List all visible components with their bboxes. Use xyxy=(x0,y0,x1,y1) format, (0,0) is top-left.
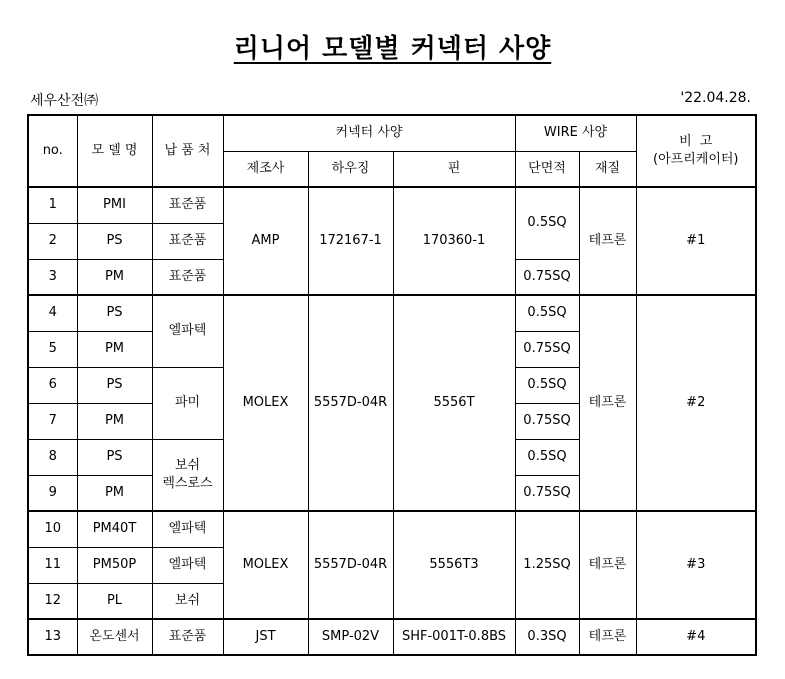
row-model: PM xyxy=(77,331,152,367)
connector-spec-table xyxy=(27,114,757,656)
group1-area-b: 0.75SQ xyxy=(515,259,579,295)
row-model: PM xyxy=(77,259,152,295)
group2-area: 0.75SQ xyxy=(515,331,579,367)
row-no: 8 xyxy=(28,439,77,475)
group2-area: 0.5SQ xyxy=(515,295,579,331)
row-no: 10 xyxy=(28,511,77,547)
group2-pin: 5556T xyxy=(393,295,515,511)
group2-housing: 5557D-04R xyxy=(308,295,393,511)
group1-remark: #1 xyxy=(636,187,756,295)
group1-material: 테프론 xyxy=(579,187,636,295)
row-no: 4 xyxy=(28,295,77,331)
header-pin: 핀 xyxy=(393,151,515,187)
header-maker: 제조사 xyxy=(223,151,308,187)
group1-pin: 170360-1 xyxy=(393,187,515,295)
header-area: 단면적 xyxy=(515,151,579,187)
row-supply: 엘파텍 xyxy=(152,511,223,547)
group2-area: 0.5SQ xyxy=(515,439,579,475)
row-model: PM xyxy=(77,403,152,439)
group4-material: 테프론 xyxy=(579,619,636,655)
row-model: PM40T xyxy=(77,511,152,547)
row-supply: 표준품 xyxy=(152,259,223,295)
header-connector: 커넥터 사양 xyxy=(223,115,515,151)
group2-supply-b: 파미 xyxy=(152,367,223,439)
row-no: 11 xyxy=(28,547,77,583)
group4-pin: SHF-001T-0.8BS xyxy=(393,619,515,655)
row-model: PL xyxy=(77,583,152,619)
group1-housing: 172167-1 xyxy=(308,187,393,295)
group2-material: 테프론 xyxy=(579,295,636,511)
row-model: PM50P xyxy=(77,547,152,583)
group4-housing: SMP-02V xyxy=(308,619,393,655)
row-model: PS xyxy=(77,223,152,259)
title-text: 리니어 모델별 커넥터 사양 xyxy=(233,34,552,64)
row-no: 12 xyxy=(28,583,77,619)
group4-maker: JST xyxy=(223,619,308,655)
header-material: 재질 xyxy=(579,151,636,187)
row-no: 5 xyxy=(28,331,77,367)
header-remark-sub: (아프리케이터) xyxy=(653,152,739,167)
group2-supply-a: 엘파텍 xyxy=(152,295,223,367)
header-supply: 납 품 처 xyxy=(152,115,223,187)
group1-area-a: 0.5SQ xyxy=(515,187,579,259)
row-supply: 표준품 xyxy=(152,619,223,655)
header-remark-label: 비 고 xyxy=(679,134,713,150)
row-no: 7 xyxy=(28,403,77,439)
row-no: 6 xyxy=(28,367,77,403)
row-no: 13 xyxy=(28,619,77,655)
group3-area: 1.25SQ xyxy=(515,511,579,619)
group2-supply-c xyxy=(152,439,223,511)
group1-maker: AMP xyxy=(223,187,308,295)
group3-material: 테프론 xyxy=(579,511,636,619)
row-supply: 표준품 xyxy=(152,187,223,223)
row-model: PS xyxy=(77,439,152,475)
group3-pin: 5556T3 xyxy=(393,511,515,619)
header-no: no. xyxy=(28,115,77,187)
group2-maker: MOLEX xyxy=(223,295,308,511)
row-model: PS xyxy=(77,367,152,403)
header-wire: WIRE 사양 xyxy=(515,115,636,151)
header-remark xyxy=(636,115,756,187)
row-model: PMI xyxy=(77,187,152,223)
document-date: '22.04.28. xyxy=(680,90,751,106)
group2-area: 0.75SQ xyxy=(515,475,579,511)
group4-area: 0.3SQ xyxy=(515,619,579,655)
group2-area: 0.5SQ xyxy=(515,367,579,403)
group2-supply-c-line2: 렉스로스 xyxy=(162,475,213,491)
row-supply: 보쉬 xyxy=(152,583,223,619)
row-no: 3 xyxy=(28,259,77,295)
group2-supply-c-line1: 보쉬 xyxy=(174,458,201,474)
group3-housing: 5557D-04R xyxy=(308,511,393,619)
row-no: 2 xyxy=(28,223,77,259)
row-no: 9 xyxy=(28,475,77,511)
row-model: 온도센서 xyxy=(77,619,152,655)
row-no: 1 xyxy=(28,187,77,223)
header-model: 모 델 명 xyxy=(77,115,152,187)
group3-remark: #3 xyxy=(636,511,756,619)
group3-maker: MOLEX xyxy=(223,511,308,619)
row-model: PS xyxy=(77,295,152,331)
group2-remark: #2 xyxy=(636,295,756,511)
group2-area: 0.75SQ xyxy=(515,403,579,439)
row-model: PM xyxy=(77,475,152,511)
document-title xyxy=(0,28,785,65)
group4-remark: #4 xyxy=(636,619,756,655)
company-name: 세우산전㈜ xyxy=(30,93,99,109)
row-supply: 표준품 xyxy=(152,223,223,259)
header-housing: 하우징 xyxy=(308,151,393,187)
row-supply: 엘파텍 xyxy=(152,547,223,583)
